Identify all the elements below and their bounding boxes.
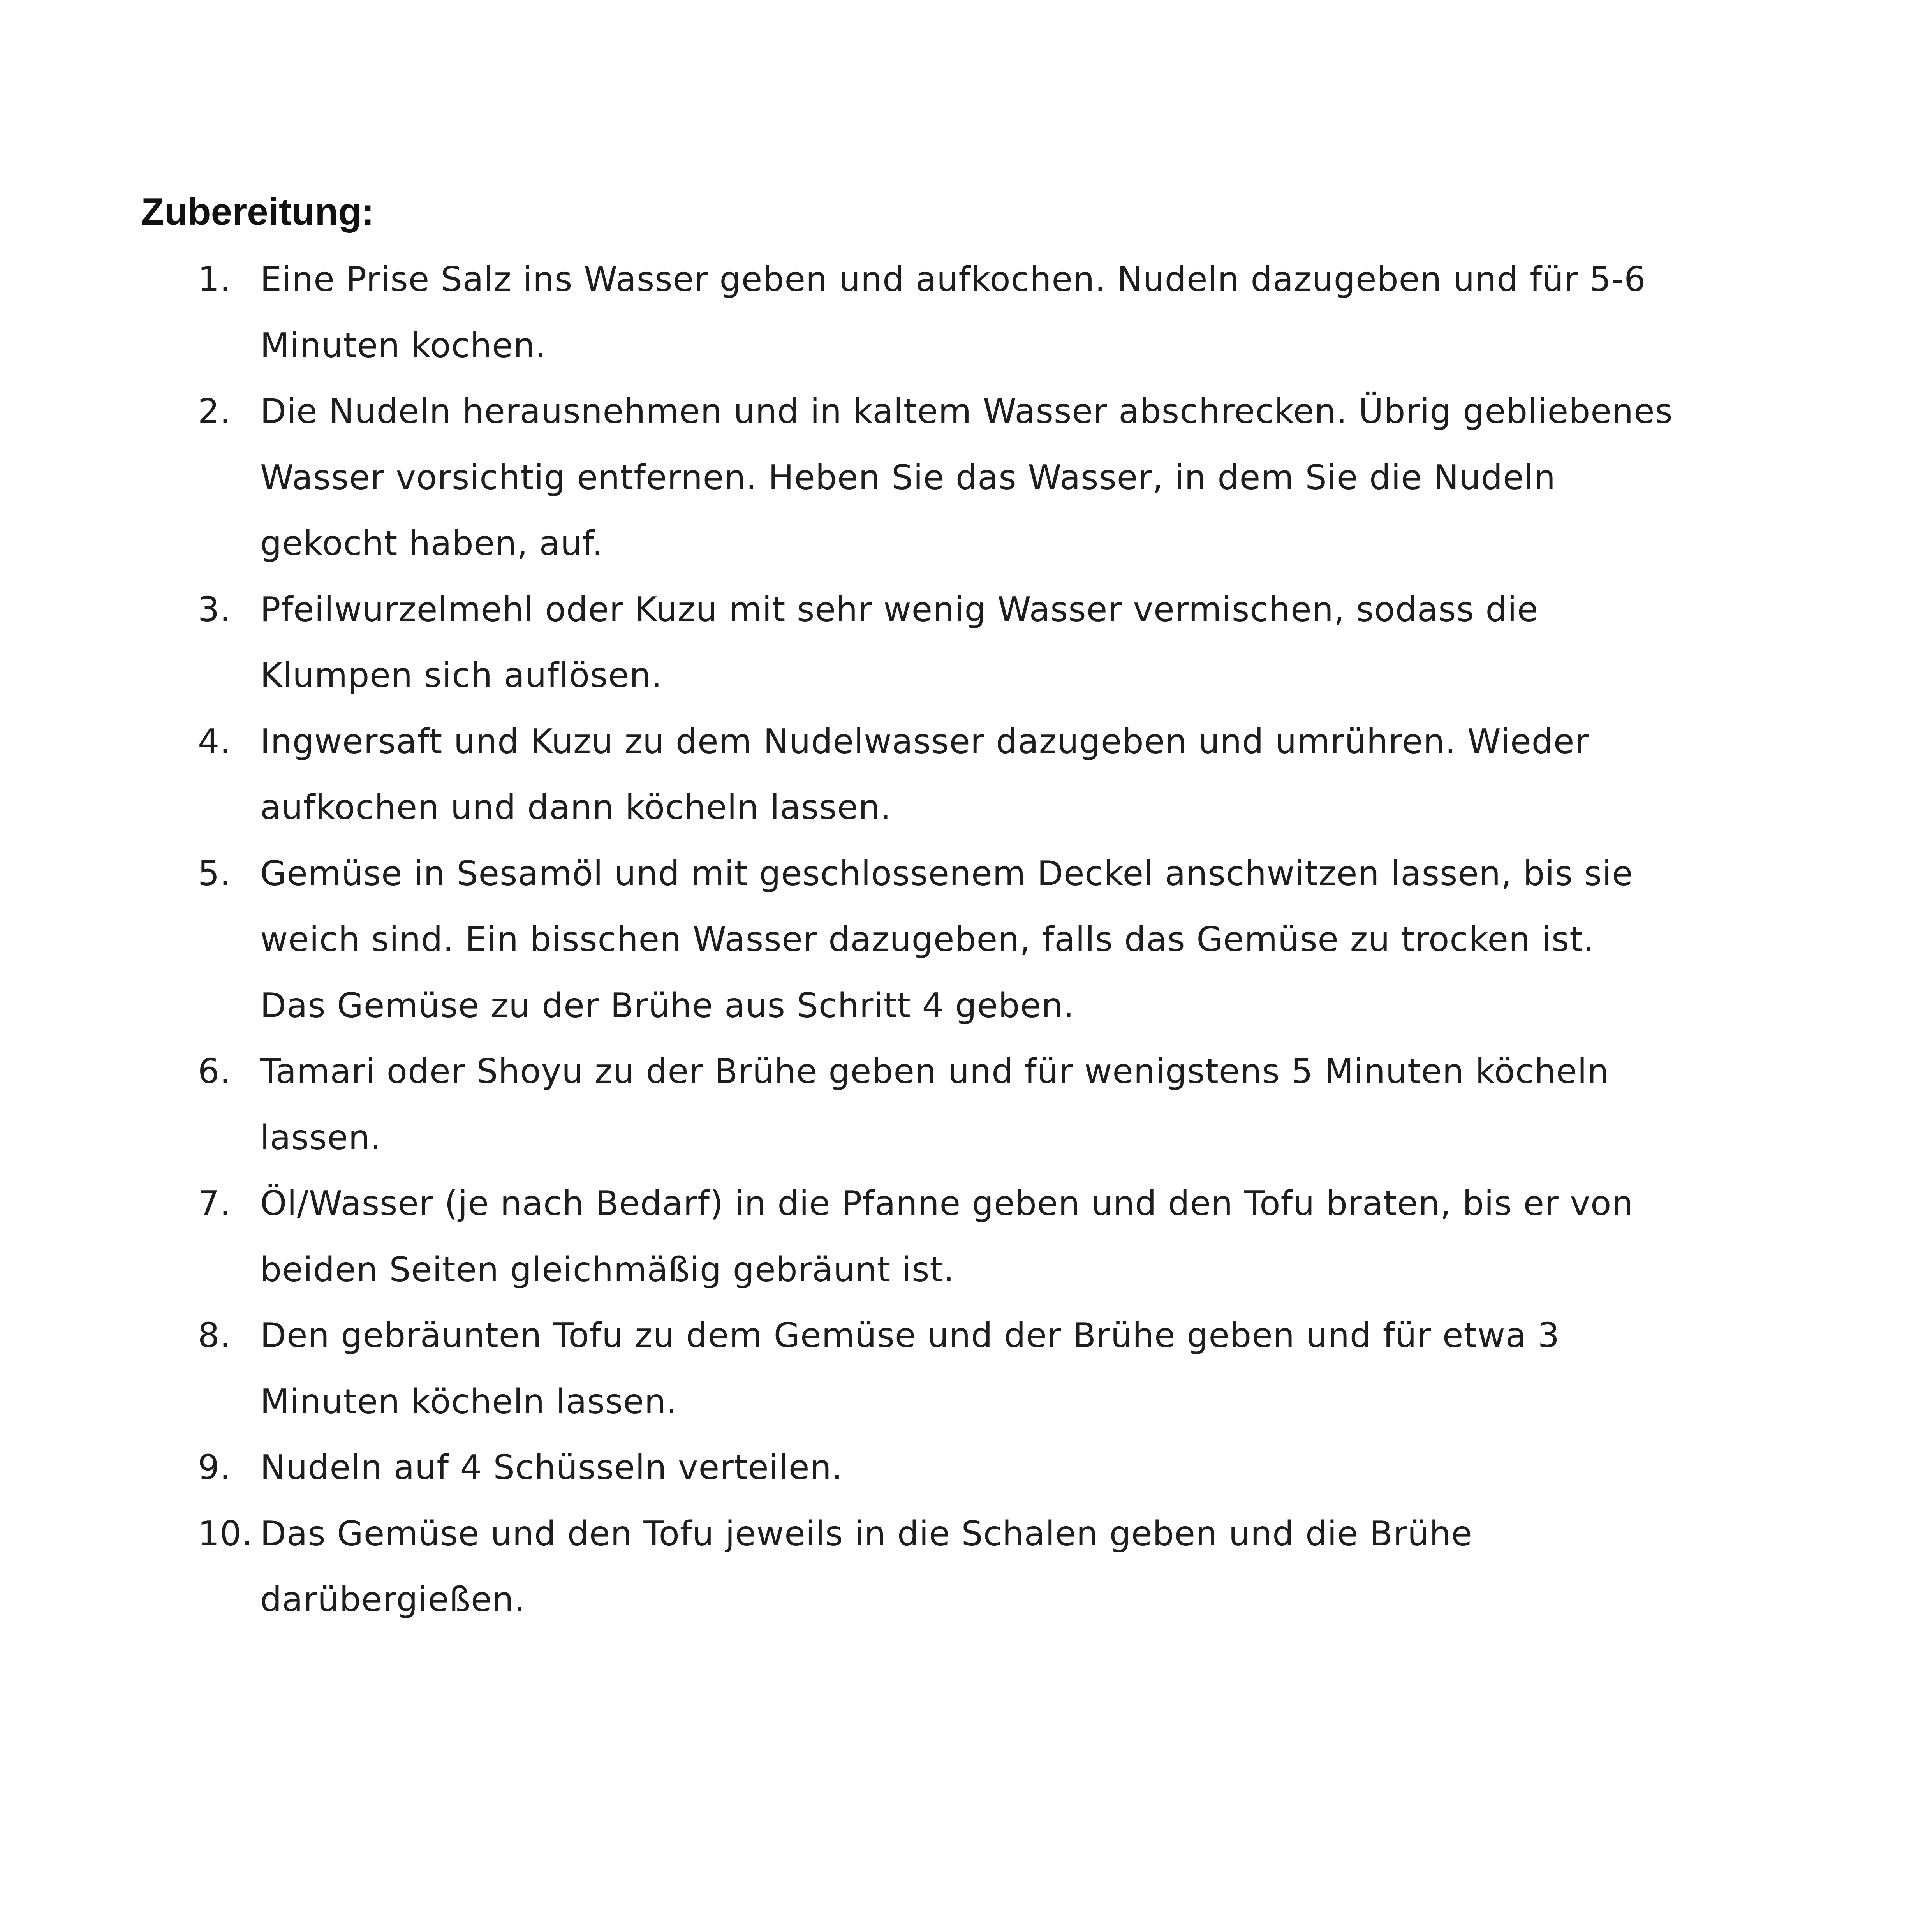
step-number: 8.	[198, 1316, 231, 1355]
step-text-line: lassen.	[260, 1117, 382, 1157]
steps-list	[198, 247, 1756, 1633]
step-text-line: Gemüse in Sesamöl und mit geschlossenem Deckel anschwitzen lassen, bis sie	[260, 853, 1633, 893]
step-number: 3.	[198, 589, 231, 629]
step-number: 5.	[198, 853, 231, 893]
list-item	[198, 709, 1756, 841]
step-text-line: Wasser vorsichtig entfernen. Heben Sie das Wasser, in dem Sie die Nudeln	[260, 457, 1556, 497]
step-number: 1.	[198, 259, 231, 299]
step-text-line: Die Nudeln herausnehmen und in kaltem Wasser abschrecken. Übrig gebliebenes	[260, 391, 1673, 431]
list-item	[198, 577, 1756, 709]
section-heading: Zubereitung:	[141, 190, 374, 233]
list-item	[198, 1303, 1756, 1435]
list-item	[198, 1171, 1756, 1303]
step-text-line: Nudeln auf 4 Schüsseln verteilen.	[260, 1448, 843, 1487]
step-text-line: beiden Seiten gleichmäßig gebräunt ist.	[260, 1249, 955, 1289]
step-number: 9.	[198, 1448, 231, 1487]
step-text-line: Das Gemüse und den Tofu jeweils in die Schalen geben und die Brühe	[260, 1513, 1472, 1553]
step-text-line: Minuten köcheln lassen.	[260, 1381, 678, 1421]
step-text-line: Eine Prise Salz ins Wasser geben und aufkochen. Nudeln dazugeben und für 5-6	[260, 259, 1646, 299]
step-number: 6.	[198, 1051, 231, 1091]
list-item	[198, 841, 1756, 1039]
list-item	[198, 247, 1756, 379]
list-item	[198, 379, 1756, 577]
step-number: 10.	[198, 1513, 253, 1553]
step-text-line: Das Gemüse zu der Brühe aus Schritt 4 geben.	[260, 985, 1074, 1025]
step-text-line: weich sind. Ein bisschen Wasser dazugeben, falls das Gemüse zu trocken ist.	[260, 919, 1595, 959]
step-text-line: darübergießen.	[260, 1580, 525, 1619]
step-text-line: Tamari oder Shoyu zu der Brühe geben und für wenigstens 5 Minuten köcheln	[260, 1051, 1609, 1091]
list-item	[198, 1501, 1756, 1633]
list-item	[198, 1435, 1756, 1501]
step-text-line: aufkochen und dann köcheln lassen.	[260, 787, 891, 827]
step-text-line: Öl/Wasser (je nach Bedarf) in die Pfanne geben und den Tofu braten, bis er von	[260, 1184, 1634, 1223]
list-item	[198, 1039, 1756, 1171]
step-text-line: Pfeilwurzelmehl oder Kuzu mit sehr wenig Wasser vermischen, sodass die	[260, 589, 1539, 629]
step-number: 2.	[198, 391, 231, 431]
step-text-line: gekocht haben, auf.	[260, 523, 604, 563]
step-text-line: Klumpen sich auflösen.	[260, 655, 662, 695]
step-text-line: Den gebräunten Tofu zu dem Gemüse und der Brühe geben und für etwa 3	[260, 1316, 1560, 1355]
step-number: 4.	[198, 721, 231, 761]
step-text-line: Ingwersaft und Kuzu zu dem Nudelwasser dazugeben und umrühren. Wieder	[260, 721, 1589, 761]
step-text-line: Minuten kochen.	[260, 325, 546, 365]
step-number: 7.	[198, 1184, 231, 1223]
